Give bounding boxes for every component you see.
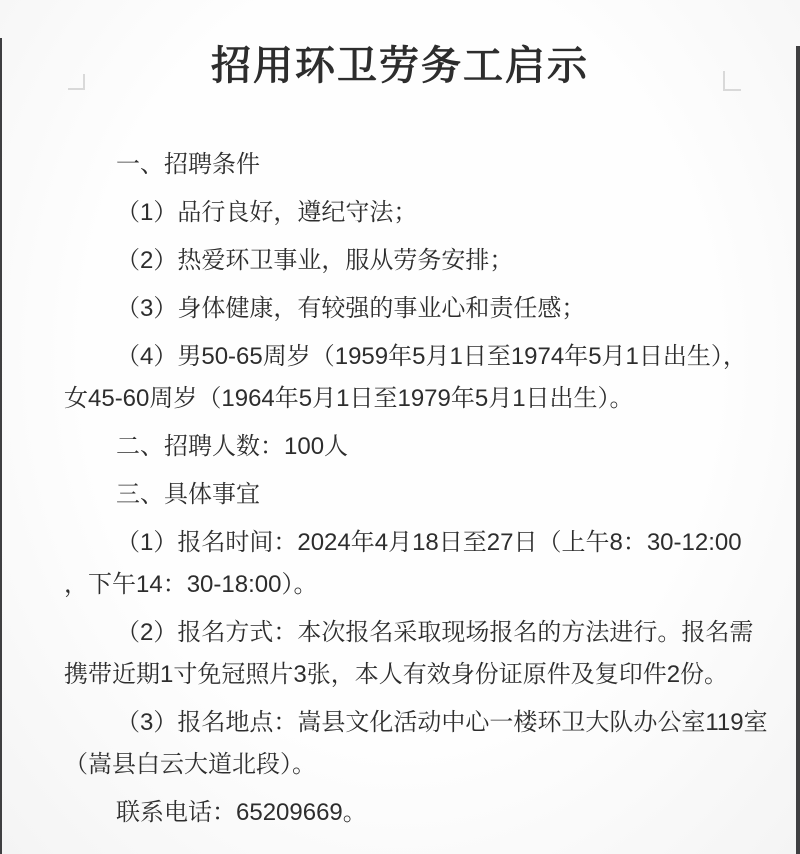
photo-edge-left	[0, 38, 2, 854]
crop-mark-top-right-icon	[723, 71, 741, 91]
doc-line: 联系电话：65209669。	[116, 799, 367, 826]
doc-line: （2）报名方式：本次报名采取现场报名的方法进行。报名需	[116, 619, 754, 646]
page-title: 招用环卫劳务工启示	[211, 44, 589, 88]
doc-line: （1）品行良好，遵纪守法；	[116, 199, 418, 226]
doc-line: （3）报名地点：嵩县文化活动中心一楼环卫大队办公室119室	[116, 709, 768, 736]
doc-line: ，下午14：30-18:00）。	[64, 571, 318, 598]
doc-line: （1）报名时间：2024年4月18日至27日（上午8：30-12:00	[116, 529, 742, 556]
doc-line: （3）身体健康，有较强的事业心和责任感；	[116, 295, 586, 322]
doc-line: （嵩县白云大道北段）。	[64, 751, 316, 778]
doc-line: （4）男50-65周岁（1959年5月1日至1974年5月1日出生），	[116, 343, 747, 370]
document-page	[0, 38, 800, 834]
document-body	[64, 144, 770, 834]
photo-edge-right	[796, 46, 800, 854]
doc-line: 女45-60周岁（1964年5月1日至1979年5月1日出生）。	[64, 385, 634, 412]
doc-line: 携带近期1寸免冠照片3张，本人有效身份证原件及复印件2份。	[64, 661, 729, 688]
doc-line: （2）热爱环卫事业，服从劳务安排；	[116, 247, 514, 274]
doc-line: 二、招聘人数：100人	[116, 433, 349, 460]
crop-mark-top-left-icon	[68, 74, 85, 90]
doc-line: 一、招聘条件	[116, 151, 260, 178]
doc-line: 三、具体事宜	[116, 481, 260, 508]
